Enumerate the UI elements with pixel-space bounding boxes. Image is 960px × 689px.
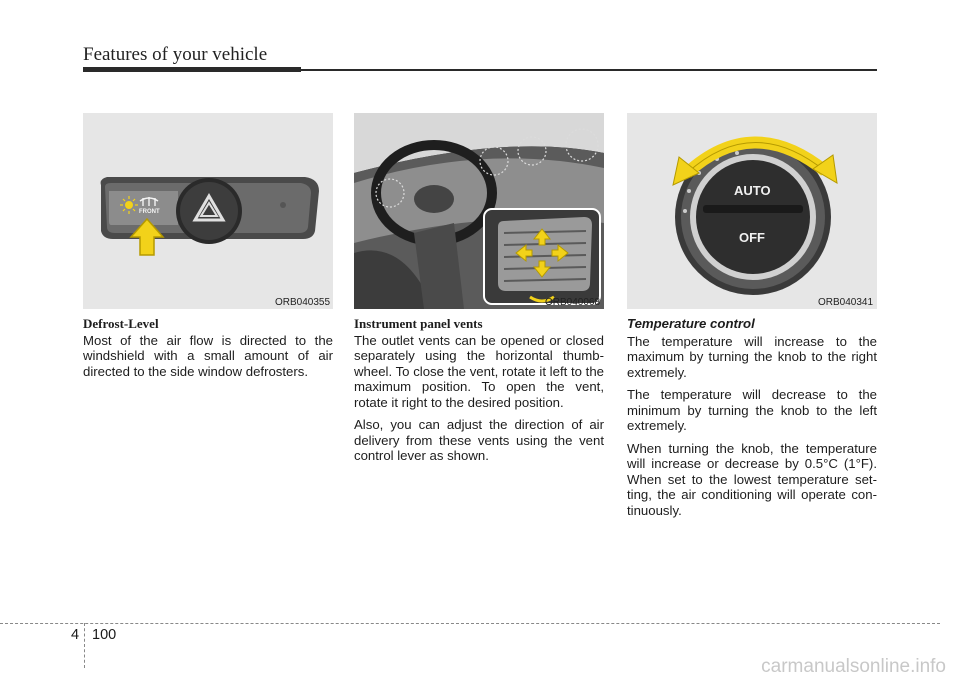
footer-dashed-rule xyxy=(0,623,940,624)
page-number: 100 xyxy=(92,627,117,643)
defrost-paragraph: Most of the air flow is directed to the windshield with a small amount of air directed to the side window defrosters. xyxy=(83,332,333,379)
temperature-paragraph-1: The temperature will increase to the maximum by turning the knob to the right extremely. xyxy=(627,333,877,380)
knob-auto-label: AUTO xyxy=(734,183,771,198)
column-defrost xyxy=(83,316,333,386)
knob-off-label: OFF xyxy=(739,230,765,245)
watermark-text: carmanualsonline.info xyxy=(761,656,946,677)
figure-code-1: ORB040355 xyxy=(275,297,331,308)
figure-defrost-panel xyxy=(83,113,333,309)
figure-code-3: ORB040341 xyxy=(818,297,874,308)
header-rule-thick xyxy=(83,67,301,72)
heading-defrost-level: Defrost-Level xyxy=(83,316,159,331)
temperature-paragraph-3: When turning the knob, the temperature will increase or decrease by 0.5°C (1°F). When set to the lowest temperature set-ting, the air conditioning will operate con-tinuously. xyxy=(627,440,877,518)
temperature-knob-illustration xyxy=(627,113,877,309)
heading-temperature-control: Temperature control xyxy=(627,316,755,331)
defrost-panel-illustration xyxy=(83,113,333,309)
column-vents xyxy=(354,316,604,471)
page-header-title: Features of your vehicle xyxy=(83,44,268,65)
temperature-paragraph-2: The temperature will decrease to the minimum by turning the knob to the left extremely. xyxy=(627,387,877,433)
page-chapter-number: 4 xyxy=(71,627,80,643)
column-temperature xyxy=(627,316,877,525)
figure-code-2: ORB040068 xyxy=(545,297,601,308)
figure-instrument-vents xyxy=(354,113,604,309)
vents-paragraph-2: Also, you can adjust the direction of air delivery from these vents using the vent control lever as shown. xyxy=(354,417,604,463)
heading-instrument-vents: Instrument panel vents xyxy=(354,316,483,331)
header-rule-thin xyxy=(301,69,877,71)
vents-illustration xyxy=(354,113,604,309)
footer-vertical-dashed-rule xyxy=(84,623,85,668)
defrost-front-label: FRONT xyxy=(139,209,160,215)
vents-paragraph-1: The outlet vents can be opened or closed separately using the horizontal thumb-wheel. To close the vent, rotate it left to the maximum position. To open the vent, rotate it right to the desired position. xyxy=(354,332,604,410)
figure-temperature-knob xyxy=(627,113,877,309)
